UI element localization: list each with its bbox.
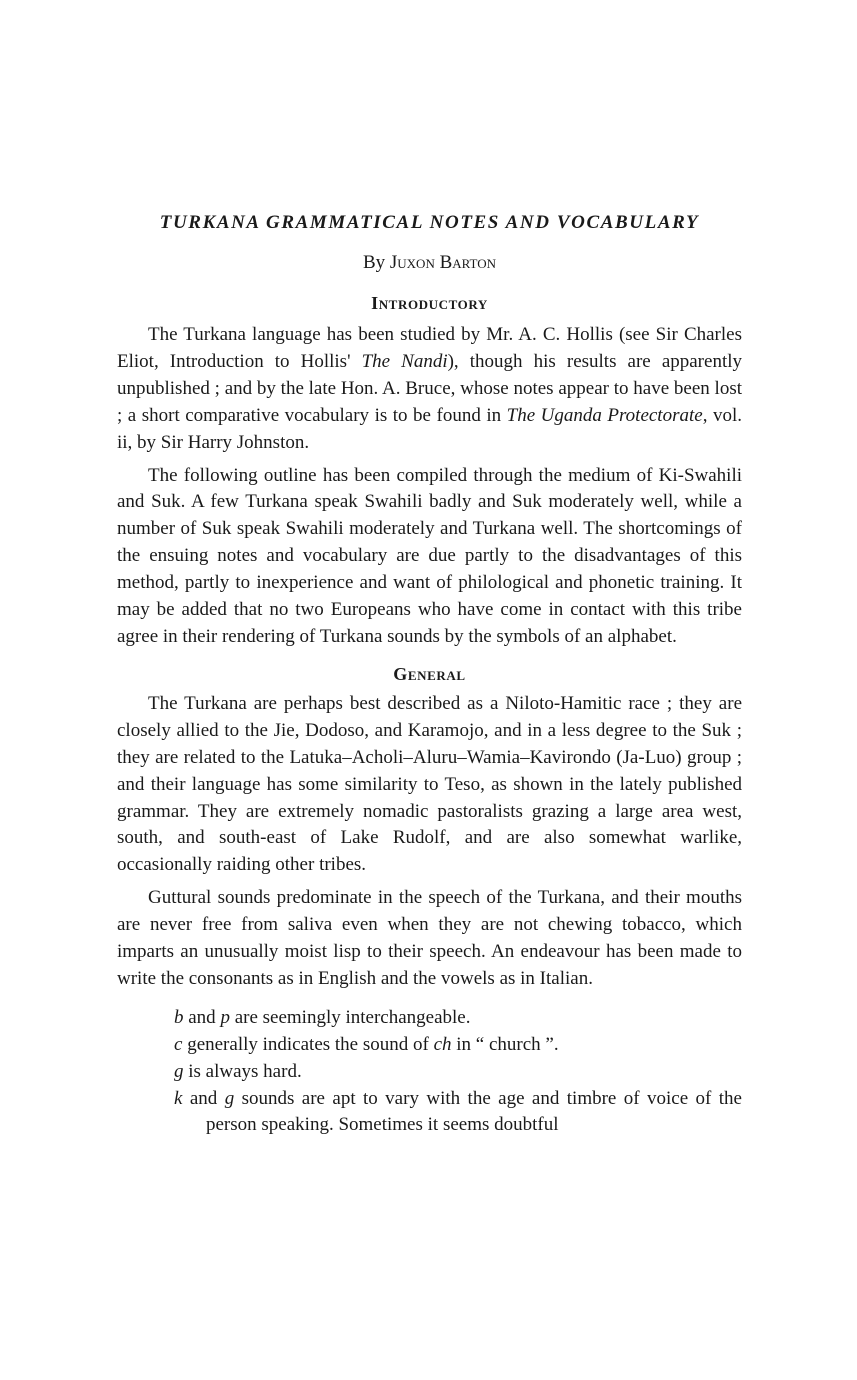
general-paragraph-2: Guttural sounds predominate in the speech of the Turkana, and their mouths are never free from saliva even when they are not chewing tobacco, which imparts an unusually moist lisp to their speech. An endeavour has been made to write the consonants as in English and the vowels as in Italian. <box>117 887 742 989</box>
letter: p <box>220 1006 230 1028</box>
byline <box>117 250 742 276</box>
note-item <box>174 1032 742 1059</box>
introductory-paragraph-1 <box>117 322 742 457</box>
text-run: sounds are apt to vary with the age and timbre of voice of the person speaking. Sometimes it seems doubtful <box>206 1087 742 1136</box>
section-heading-general: General <box>393 663 466 684</box>
book-title-nandi: The Nandi <box>361 350 448 372</box>
letter: g <box>224 1087 235 1109</box>
text-run: generally indicates the sound of <box>182 1033 434 1055</box>
letter: g <box>174 1060 184 1082</box>
letter: b <box>174 1006 184 1028</box>
text-run: , vol. ii, by Sir Harry Johnston. <box>117 404 742 453</box>
author-name: Juxon Barton <box>389 252 497 273</box>
document-page <box>117 210 742 1139</box>
article-title: TURKANA GRAMMATICAL NOTES AND VOCABULARY <box>159 212 700 233</box>
letter: k <box>174 1087 183 1109</box>
byline-prefix: By <box>362 252 386 273</box>
text-run: ), though his results are apparently unpublished ; and by the late Hon. A. Bruce, whose notes appear to have been lost ; a short comparative vocabulary is to be found in <box>117 350 742 426</box>
section-heading-introductory: Introductory <box>371 293 488 313</box>
general-paragraph-1: The Turkana are perhaps best described as a Niloto-Hamitic race ; they are closely allied to the Jie, Dodoso, and Karamojo, and in a less degree to the Suk ; they are related to the Latuka–Acholi–Aluru–Wamia–Kavirondo (Ja-Luo) group ; and their language has some similarity to Teso, as shown in the lately published grammar. They are extremely nomadic pastoralists grazing a large area west, south, and south-east of Lake Rudolf, and are also somewhat warlike, occasionally raiding other tribes. <box>117 692 742 876</box>
letter: ch <box>433 1033 452 1055</box>
text-run: in “ church ”. <box>451 1033 559 1055</box>
book-title-uganda-protectorate: The Uganda Protectorate <box>506 404 703 426</box>
text-run: are seemingly interchangeable. <box>229 1006 471 1028</box>
text-run: is always hard. <box>183 1060 302 1082</box>
text-run: and <box>182 1087 225 1109</box>
note-item <box>174 1059 742 1086</box>
note-item <box>174 1005 742 1032</box>
note-item <box>174 1086 742 1140</box>
letter: c <box>174 1033 183 1055</box>
text-run: and <box>183 1006 221 1028</box>
text-run: The Turkana language has been studied by Mr. A. C. Hollis (see Sir Charles Eliot, Introduction to Hollis' <box>117 324 742 372</box>
introductory-paragraph-2: The following outline has been compiled through the medium of Ki-Swahili and Suk. A few Turkana speak Swahili badly and Suk moderately well, while a number of Suk speak Swahili moderately and Turkana well. The shortcomings of the ensuing notes and vocabulary are due partly to the disadvantages of this method, partly to inexperience and want of philological and phonetic training. It may be added that no two Europeans who have come in contact with this tribe agree in their rendering of Turkana sounds by the symbols of an alphabet. <box>117 464 742 647</box>
pronunciation-notes <box>117 1005 742 1140</box>
